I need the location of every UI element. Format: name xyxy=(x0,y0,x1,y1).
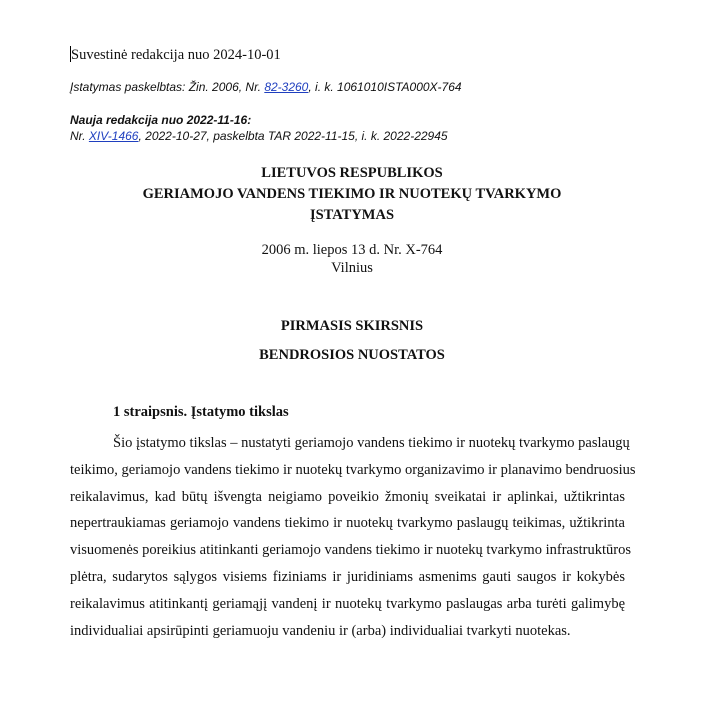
paragraph-line: reikalavimus, kad būtų išvengta neigiamo poveikio žmonių sveikatai ir aplinkai, užtikrintas xyxy=(70,488,625,505)
publication-info xyxy=(70,80,462,94)
law-title-line-1: LIETUVOS RESPUBLIKOS xyxy=(261,165,443,181)
law-title-line-2: GERIAMOJO VANDENS TIEKIMO IR NUOTEKŲ TVARKYMO xyxy=(142,186,562,202)
publication-link[interactable]: 82-3260 xyxy=(264,80,309,94)
paragraph-line: plėtra, sudarytos sąlygos visiems fiziniams ir juridiniams asmenims gauti saugos ir kokybės xyxy=(70,568,625,585)
section-name: BENDROSIOS NUOSTATOS xyxy=(259,347,445,363)
paragraph-line: nepertraukiamas geriamojo vandens tiekimo ir nuotekų tvarkymo paslaugų teikimas, užtikrinta xyxy=(70,515,625,532)
publication-prefix: Įstatymas paskelbtas: Žin. 2006, Nr. xyxy=(70,80,265,94)
new-edition-heading: Nauja redakcija nuo 2022-11-16: xyxy=(70,113,252,127)
law-title-line-3: ĮSTATYMAS xyxy=(309,207,395,223)
law-date-place xyxy=(0,241,704,277)
paragraph-line: individualiai apsirūpinti geriamuoju vandeniu ir (arba) individualiai tvarkyti nuotekas. xyxy=(70,622,571,639)
paragraph-line: reikalavimus atitinkantį geriamąjį vandenį ir nuotekų tvarkymo paslaugas arba turėti galimybę xyxy=(70,595,625,612)
law-date: 2006 m. liepos 13 d. Nr. X-764 xyxy=(261,242,443,258)
new-edition-suffix: , 2022-10-27, paskelbta TAR 2022-11-15, i. k. 2022-22945 xyxy=(138,129,448,143)
law-title xyxy=(0,163,704,226)
consolidated-edition-line xyxy=(70,46,281,64)
consolidated-edition-text: Suvestinė redakcija nuo 2024-10-01 xyxy=(71,47,281,63)
paragraph-line: visuomenės poreikius atitinkanti geriamojo vandens tiekimo ir nuotekų tvarkymo infrastruktūros xyxy=(70,542,631,559)
law-place: Vilnius xyxy=(331,260,373,276)
article-paragraph xyxy=(70,430,636,644)
paragraph-line: teikimo, geriamojo vandens tiekimo ir nuotekų tvarkymo organizavimo ir planavimo bendruosius xyxy=(70,461,636,478)
publication-suffix: , i. k. 1061010ISTA000X-764 xyxy=(308,80,462,94)
article-heading: 1 straipsnis. Įstatymo tikslas xyxy=(113,404,289,420)
paragraph-line: Šio įstatymo tikslas – nustatyti geriamojo vandens tiekimo ir nuotekų tvarkymo paslaugų xyxy=(113,435,630,451)
new-edition-info xyxy=(70,129,448,143)
new-edition-prefix: Nr. xyxy=(70,129,89,143)
new-edition-link[interactable]: XIV-1466 xyxy=(88,129,139,143)
section-number: PIRMASIS SKIRSNIS xyxy=(280,318,424,334)
